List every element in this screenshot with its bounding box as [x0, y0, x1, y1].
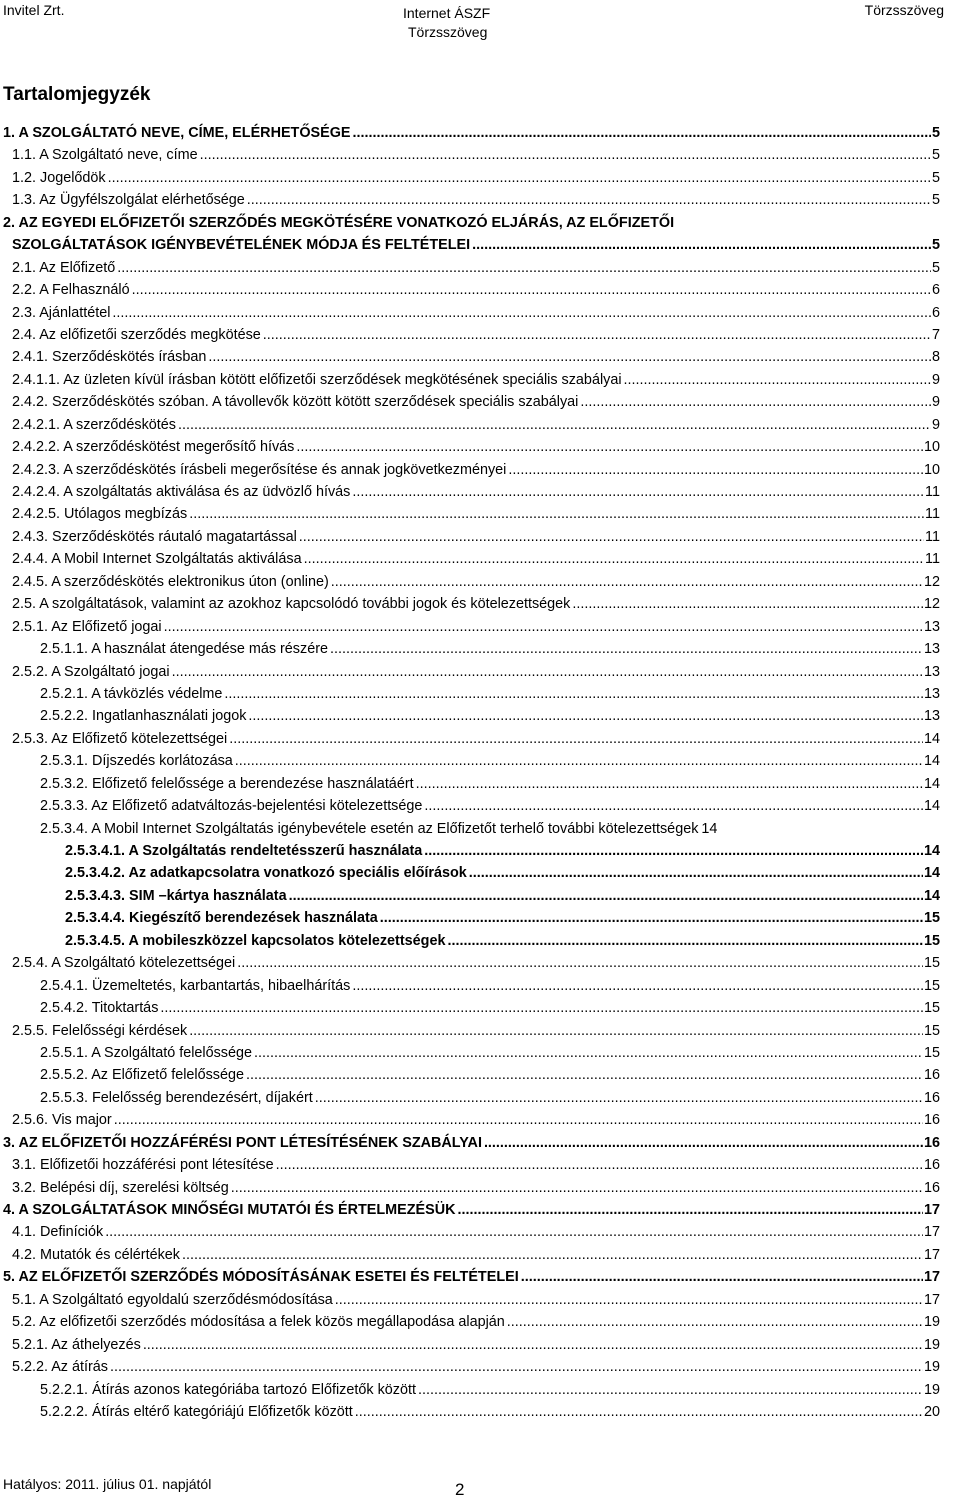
toc-entry-text: 1.1. A Szolgáltató neve, címe	[12, 144, 200, 166]
toc-entry[interactable]	[0, 930, 960, 952]
toc-entry-page: 11	[924, 548, 940, 570]
toc-entry[interactable]	[0, 773, 960, 795]
toc-entry-text: 2.4.2.3. A szerződéskötés írásbeli megerősítése és annak jogkövetkezményei	[12, 459, 508, 481]
toc-entry[interactable]	[0, 481, 960, 503]
toc-entry[interactable]	[0, 818, 960, 840]
toc-entry-text: 2.5.6. Vis major	[12, 1109, 114, 1131]
table-of-contents	[0, 122, 960, 1423]
toc-entry-page: 15	[923, 907, 940, 929]
toc-entry-page: 20	[923, 1401, 940, 1423]
toc-entry-page: 5	[931, 167, 940, 189]
toc-entry-text: 1.3. Az Ügyfélszolgálat elérhetősége	[12, 189, 247, 211]
toc-entry-text: 5.2.2.1. Átírás azonos kategóriába tartozó Előfizetők között	[40, 1379, 418, 1401]
toc-leader	[424, 840, 923, 862]
toc-entry-page: 17	[923, 1199, 940, 1221]
toc-entry-page: 17	[923, 1289, 940, 1311]
toc-leader	[117, 257, 931, 279]
toc-entry[interactable]	[0, 997, 960, 1019]
header-company: Invitel Zrt.	[3, 2, 65, 18]
toc-entry-page: 15	[923, 975, 940, 997]
toc-entry-page: 12	[923, 593, 940, 615]
toc-entry-page: 8	[931, 346, 940, 368]
toc-entry[interactable]	[0, 907, 960, 929]
toc-entry-page: 19	[923, 1311, 940, 1333]
toc-entry[interactable]	[0, 1064, 960, 1086]
toc-entry-text: 2. AZ EGYEDI ELŐFIZETŐI SZERZŐDÉS MEGKÖTÉSÉRE VONATKOZÓ ELJÁRÁS, AZ ELŐFIZETŐI	[3, 212, 676, 234]
toc-entry[interactable]	[0, 1289, 960, 1311]
toc-leader	[289, 885, 923, 907]
toc-entry-text: 2.5.5.3. Felelősség berendezésért, díjakért	[40, 1087, 315, 1109]
toc-entry-text: 2.4.3. Szerződéskötés ráutaló magatartással	[12, 526, 299, 548]
toc-entry-page: 16	[923, 1132, 940, 1154]
toc-entry-text: 2.5.5.2. Az Előfizető felelőssége	[40, 1064, 246, 1086]
toc-entry-text: 4. A SZOLGÁLTATÁSOK MINŐSÉGI MUTATÓI ÉS ÉRTELMEZÉSÜK	[3, 1199, 458, 1221]
toc-entry-text: 2.5.3.4.1. A Szolgáltatás rendeltetésszerű használata	[65, 840, 424, 862]
toc-leader	[299, 526, 924, 548]
toc-entry-text: 2.5.5. Felelősségi kérdések	[12, 1020, 189, 1042]
toc-entry-page: 11	[924, 526, 940, 548]
toc-leader	[110, 1356, 923, 1378]
toc-entry-page: 10	[923, 459, 940, 481]
toc-leader	[237, 952, 923, 974]
toc-entry-text: 3. AZ ELŐFIZETŐI HOZZÁFÉRÉSI PONT LÉTESÍTÉSÉNEK SZABÁLYAI	[3, 1132, 484, 1154]
toc-leader	[164, 616, 923, 638]
toc-entry-page: 15	[923, 952, 940, 974]
toc-entry[interactable]	[0, 122, 960, 144]
toc-entry[interactable]	[0, 526, 960, 548]
toc-entry-page: 15	[923, 1020, 940, 1042]
toc-entry[interactable]	[0, 391, 960, 413]
toc-leader	[315, 1087, 923, 1109]
toc-leader	[572, 593, 923, 615]
toc-entry[interactable]	[0, 975, 960, 997]
toc-entry-text: 3.1. Előfizetői hozzáférési pont létesítése	[12, 1154, 276, 1176]
toc-entry-page: 14	[923, 750, 940, 772]
toc-entry-page: 14	[923, 840, 940, 862]
toc-leader	[507, 1311, 923, 1333]
toc-entry-page: 13	[923, 683, 940, 705]
toc-entry-text: 2.3. Ajánlattétel	[12, 302, 112, 324]
toc-entry-page: 13	[923, 661, 940, 683]
toc-leader	[254, 1042, 923, 1064]
toc-leader	[521, 1266, 923, 1288]
toc-entry-page: 13	[923, 638, 940, 660]
toc-leader	[178, 414, 931, 436]
toc-entry[interactable]	[0, 1244, 960, 1266]
toc-entry[interactable]	[0, 1042, 960, 1064]
toc-entry-text: 4.2. Mutatók és célértékek	[12, 1244, 182, 1266]
toc-entry-page: 15	[923, 1042, 940, 1064]
toc-entry-text: 2.5.4.2. Titoktartás	[40, 997, 160, 1019]
toc-leader	[418, 1379, 923, 1401]
toc-entry[interactable]	[0, 1154, 960, 1176]
toc-entry-text: 2.5.3.4.4. Kiegészítő berendezések használata	[65, 907, 380, 929]
toc-entry-page: 6	[931, 279, 940, 301]
toc-entry-text: 2.5.3.4.3. SIM –kártya használata	[65, 885, 289, 907]
toc-entry[interactable]	[0, 1334, 960, 1356]
footer-page-number: 2	[455, 1480, 465, 1499]
toc-entry[interactable]	[0, 548, 960, 570]
toc-leader	[424, 795, 923, 817]
toc-entry-page: 13	[923, 616, 940, 638]
toc-entry[interactable]	[0, 840, 960, 862]
toc-entry-text: 2.4.2. Szerződéskötés szóban. A távollevők között kötött szerződések speciális szabályai	[12, 391, 580, 413]
toc-entry[interactable]	[0, 324, 960, 346]
toc-entry-page: 16	[923, 1109, 940, 1131]
toc-leader	[353, 122, 931, 144]
toc-entry-text: 2.5. A szolgáltatások, valamint az azokhoz kapcsolódó további jogok és kötelezettségek	[12, 593, 572, 615]
toc-entry-page: 13	[923, 705, 940, 727]
toc-leader	[108, 167, 931, 189]
toc-entry-page: 9	[931, 414, 940, 436]
toc-leader	[355, 1401, 923, 1423]
toc-entry-text: SZOLGÁLTATÁSOK IGÉNYBEVÉTELÉNEK MÓDJA ÉS FELTÉTELEI	[12, 234, 472, 256]
toc-entry-page: 10	[923, 436, 940, 458]
toc-title: Tartalomjegyzék	[3, 84, 151, 105]
toc-leader	[172, 661, 923, 683]
toc-entry-page: 5	[931, 257, 940, 279]
toc-leader	[580, 391, 931, 413]
toc-entry[interactable]	[0, 1177, 960, 1199]
toc-entry[interactable]	[0, 593, 960, 615]
toc-entry[interactable]	[0, 1356, 960, 1378]
toc-entry-page: 17	[923, 1266, 940, 1288]
toc-entry-text: 2.5.2.1. A távközlés védelme	[40, 683, 224, 705]
toc-leader	[304, 548, 924, 570]
toc-entry[interactable]	[0, 1199, 960, 1221]
toc-entry[interactable]	[0, 1221, 960, 1243]
toc-leader	[276, 1154, 923, 1176]
toc-entry-page: 11	[924, 481, 940, 503]
toc-entry-text: 2.5.3.2. Előfizető felelőssége a berendezése használatáért	[40, 773, 416, 795]
toc-entry[interactable]	[0, 862, 960, 884]
toc-entry-page: 6	[931, 302, 940, 324]
toc-leader	[112, 302, 931, 324]
toc-entry-text: 3.2. Belépési díj, szerelési költség	[12, 1177, 231, 1199]
toc-leader	[352, 975, 923, 997]
toc-leader	[447, 930, 923, 952]
toc-leader	[231, 1177, 923, 1199]
toc-entry-text: 2.4.1.1. Az üzleten kívül írásban kötött előfizetői szerződések megkötésének speciális szabályai	[12, 369, 624, 391]
toc-entry-text: 2.5.5.1. A Szolgáltató felelőssége	[40, 1042, 254, 1064]
toc-leader	[132, 279, 931, 301]
toc-leader	[105, 1221, 923, 1243]
toc-entry[interactable]	[0, 1379, 960, 1401]
toc-entry-text: 2.5.2.2. Ingatlanhasználati jogok	[40, 705, 248, 727]
toc-leader	[235, 750, 923, 772]
toc-entry[interactable]	[0, 436, 960, 458]
toc-leader	[160, 997, 923, 1019]
toc-entry-page: 19	[923, 1379, 940, 1401]
toc-entry[interactable]	[0, 683, 960, 705]
toc-entry-text: 2.4.4. A Mobil Internet Szolgáltatás aktiválása	[12, 548, 304, 570]
toc-leader	[331, 571, 923, 593]
toc-entry-page: 14	[923, 862, 940, 884]
toc-entry[interactable]	[0, 167, 960, 189]
toc-entry-page: 17	[923, 1221, 940, 1243]
toc-entry[interactable]	[0, 1132, 960, 1154]
toc-entry[interactable]	[0, 750, 960, 772]
toc-entry-page: 16	[923, 1087, 940, 1109]
toc-entry-page: 16	[923, 1154, 940, 1176]
toc-entry-page: 14	[923, 773, 940, 795]
toc-entry-text: 2.1. Az Előfizető	[12, 257, 117, 279]
toc-leader	[335, 1289, 923, 1311]
toc-entry-text: 2.4.1. Szerződéskötés írásban	[12, 346, 208, 368]
toc-entry[interactable]	[0, 302, 960, 324]
toc-entry-text: 4.1. Definíciók	[12, 1221, 105, 1243]
toc-entry-text: 5.1. A Szolgáltató egyoldalú szerződésmódosítása	[12, 1289, 335, 1311]
toc-entry-page: 19	[923, 1334, 940, 1356]
toc-entry-page: 5	[931, 234, 940, 256]
toc-entry[interactable]	[0, 705, 960, 727]
toc-leader	[189, 1020, 923, 1042]
toc-entry-text: 2.5.3.3. Az Előfizető adatváltozás-bejelentési kötelezettsége	[40, 795, 424, 817]
header-document-title: Internet ÁSZF	[403, 5, 491, 21]
toc-entry[interactable]	[0, 571, 960, 593]
toc-entry-text: 5.2.2.2. Átírás eltérő kategóriájú Előfizetők között	[40, 1401, 355, 1423]
toc-leader	[182, 1244, 923, 1266]
toc-leader	[208, 346, 931, 368]
toc-leader	[508, 459, 923, 481]
toc-entry-page: 12	[923, 571, 940, 593]
footer-effective-date: Hatályos: 2011. július 01. napjától	[3, 1476, 212, 1492]
toc-entry-text: 2.5.4. A Szolgáltató kötelezettségei	[12, 952, 237, 974]
toc-entry-page: 16	[923, 1177, 940, 1199]
toc-entry-page: 5	[931, 189, 940, 211]
header-right-label: Törzsszöveg	[864, 2, 944, 18]
toc-entry-text: 2.5.4.1. Üzemeltetés, karbantartás, hibaelhárítás	[40, 975, 352, 997]
toc-leader	[189, 503, 924, 525]
toc-entry-text: 1. A SZOLGÁLTATÓ NEVE, CÍME, ELÉRHETŐSÉGE	[3, 122, 353, 144]
toc-leader	[224, 683, 923, 705]
toc-entry-page: 9	[931, 391, 940, 413]
toc-entry[interactable]	[0, 346, 960, 368]
toc-entry-text: 5.2.2. Az átírás	[12, 1356, 110, 1378]
toc-entry[interactable]	[0, 369, 960, 391]
toc-leader	[247, 189, 931, 211]
toc-entry-text: 1.2. Jogelődök	[12, 167, 108, 189]
toc-entry[interactable]	[0, 212, 960, 234]
toc-entry-page: 14	[700, 818, 717, 840]
toc-entry-text: 2.5.3.1. Díjszedés korlátozása	[40, 750, 235, 772]
toc-entry-page: 17	[923, 1244, 940, 1266]
toc-entry[interactable]	[0, 1266, 960, 1288]
toc-entry-text: 2.5.3.4. A Mobil Internet Szolgáltatás igénybevétele esetén az Előfizetőt terhelő további kötelezettségek	[40, 818, 700, 840]
toc-leader	[143, 1334, 923, 1356]
toc-entry-page: 15	[923, 997, 940, 1019]
toc-entry-page: 5	[931, 122, 940, 144]
toc-entry[interactable]	[0, 1109, 960, 1131]
toc-entry-text: 2.5.1. Az Előfizető jogai	[12, 616, 164, 638]
toc-entry-page: 14	[923, 795, 940, 817]
toc-entry-text: 2.4.2.5. Utólagos megbízás	[12, 503, 189, 525]
toc-entry[interactable]	[0, 952, 960, 974]
toc-entry[interactable]	[0, 728, 960, 750]
toc-leader	[624, 369, 931, 391]
toc-entry-text: 2.4.2.4. A szolgáltatás aktiválása és az üdvözlő hívás	[12, 481, 352, 503]
toc-entry-text: 2.5.3. Az Előfizető kötelezettségei	[12, 728, 229, 750]
toc-entry[interactable]	[0, 234, 960, 256]
toc-leader	[296, 436, 923, 458]
toc-entry[interactable]	[0, 1401, 960, 1423]
toc-entry-text: 2.4. Az előfizetői szerződés megkötése	[12, 324, 263, 346]
toc-leader	[229, 728, 923, 750]
toc-entry[interactable]	[0, 144, 960, 166]
toc-entry[interactable]	[0, 1087, 960, 1109]
toc-entry[interactable]	[0, 503, 960, 525]
toc-leader	[246, 1064, 923, 1086]
toc-entry-text: 2.5.3.4.2. Az adatkapcsolatra vonatkozó speciális előírások	[65, 862, 469, 884]
toc-leader	[263, 324, 931, 346]
toc-entry-text: 5. AZ ELŐFIZETŐI SZERZŐDÉS MÓDOSÍTÁSÁNAK ESETEI ÉS FELTÉTELEI	[3, 1266, 521, 1288]
page-header	[0, 0, 960, 44]
toc-entry[interactable]	[0, 279, 960, 301]
toc-entry-page: 9	[931, 369, 940, 391]
toc-entry[interactable]	[0, 189, 960, 211]
toc-leader	[114, 1109, 923, 1131]
toc-entry[interactable]	[0, 1311, 960, 1333]
toc-entry-text: 2.5.1.1. A használat átengedése más részére	[40, 638, 330, 660]
toc-entry-page: 11	[924, 503, 940, 525]
toc-entry[interactable]	[0, 459, 960, 481]
toc-entry-text: 2.4.2.2. A szerződéskötést megerősítő hívás	[12, 436, 296, 458]
toc-entry[interactable]	[0, 795, 960, 817]
toc-leader	[380, 907, 923, 929]
toc-leader	[416, 773, 923, 795]
toc-entry-page: 16	[923, 1064, 940, 1086]
toc-leader	[469, 862, 923, 884]
toc-entry-page: 14	[923, 885, 940, 907]
toc-entry[interactable]	[0, 257, 960, 279]
toc-entry-page: 7	[931, 324, 940, 346]
toc-entry-text: 2.4.2.1. A szerződéskötés	[12, 414, 178, 436]
toc-entry[interactable]	[0, 661, 960, 683]
toc-entry-page: 5	[931, 144, 940, 166]
toc-entry[interactable]	[0, 414, 960, 436]
toc-entry-text: 2.5.2. A Szolgáltató jogai	[12, 661, 172, 683]
toc-entry-page: 15	[923, 930, 940, 952]
toc-entry-text: 2.2. A Felhasználó	[12, 279, 132, 301]
toc-entry-page: 19	[923, 1356, 940, 1378]
toc-entry[interactable]	[0, 638, 960, 660]
toc-entry[interactable]	[0, 616, 960, 638]
toc-leader	[484, 1132, 923, 1154]
toc-leader	[352, 481, 924, 503]
toc-entry-text: 5.2.1. Az áthelyezés	[12, 1334, 143, 1356]
toc-leader	[458, 1199, 923, 1221]
toc-leader	[200, 144, 931, 166]
toc-entry[interactable]	[0, 885, 960, 907]
toc-entry-text: 2.4.5. A szerződéskötés elektronikus úton (online)	[12, 571, 331, 593]
toc-leader	[330, 638, 923, 660]
header-document-subtitle: Törzsszöveg	[408, 24, 488, 40]
toc-entry[interactable]	[0, 1020, 960, 1042]
toc-leader	[248, 705, 923, 727]
toc-entry-text: 2.5.3.4.5. A mobileszközzel kapcsolatos kötelezettségek	[65, 930, 447, 952]
toc-entry-text: 5.2. Az előfizetői szerződés módosítása a felek közös megállapodása alapján	[12, 1311, 507, 1333]
toc-leader	[472, 234, 931, 256]
toc-entry-page: 14	[923, 728, 940, 750]
